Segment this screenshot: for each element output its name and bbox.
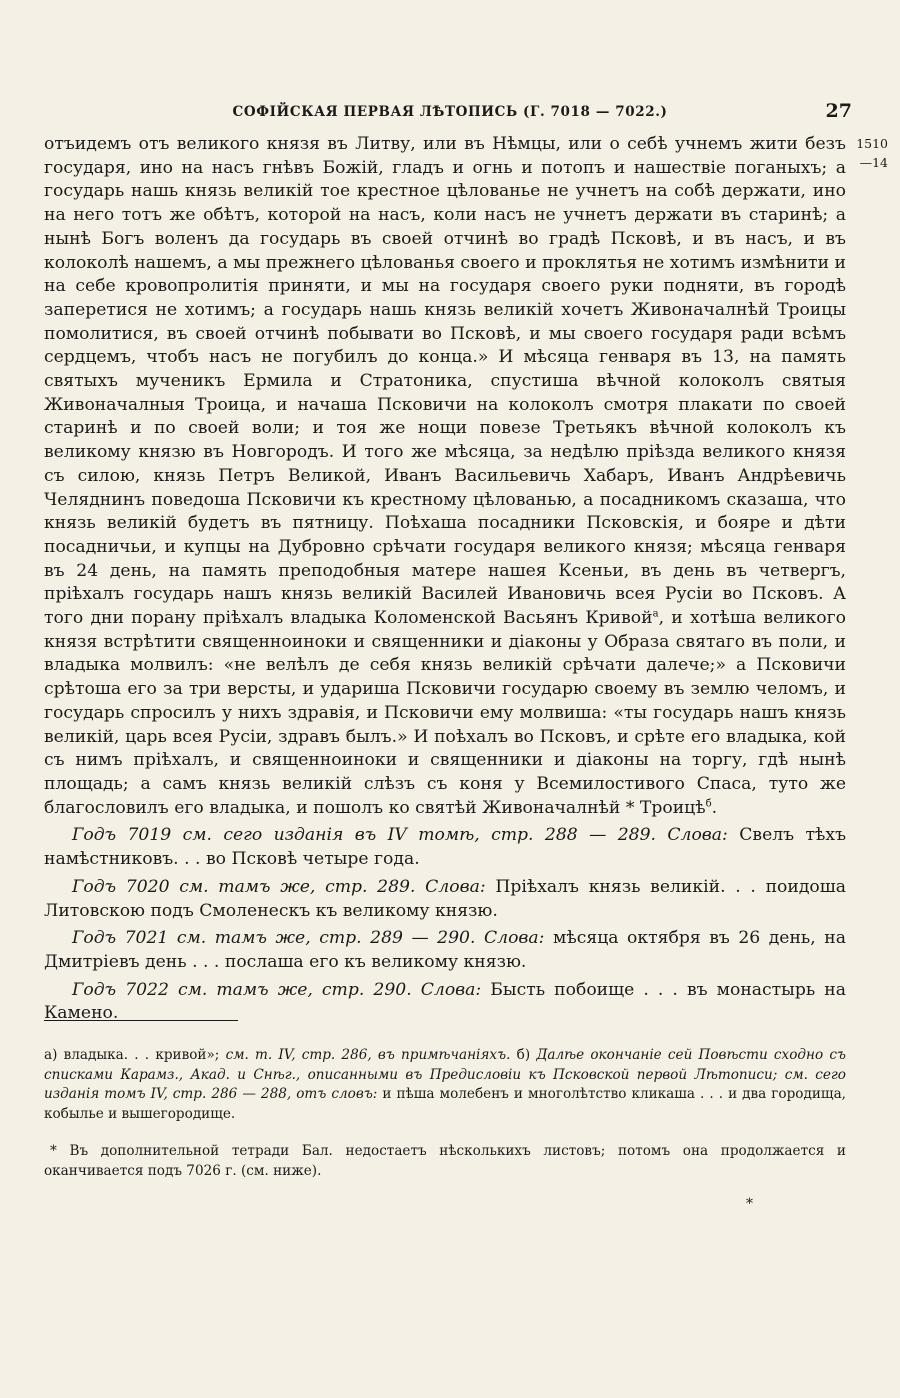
page-number: 27 [825, 100, 852, 122]
footnote-divider [44, 1020, 238, 1021]
main-text [44, 133, 846, 1026]
footnote-b-label: б) [516, 1047, 537, 1063]
year-entry-7022 [44, 979, 846, 1026]
year-entry-reference: Годъ 7021 см. тамъ же, стр. 289 — 290. Слова: [72, 928, 545, 949]
main-paragraph-text: отъидемъ отъ великого князя въ Литву, или въ Нѣмцы, или о себѣ учнемъ жити безъ государя, ино на насъ гнѣвъ Божій, гладъ и огнь и потопъ и нашествіе поганыхъ; а государь нашь князь великій тое крестное цѣлованье не учнетъ на собѣ держати, ино на него тотъ же обѣтъ, которой на насъ, коли насъ не учнетъ держати въ старинѣ; а нынѣ Богъ воленъ да государь въ своей отчинѣ во градѣ Псковѣ, и въ насъ, и въ колоколѣ нашемъ, а мы прежнего цѣлованья своего и проклятья не хотимъ измѣнити и на себе кровопролитія приняти, и мы на государя своего руки подняти, въ городѣ заперетися не хотимъ; а государь нашь князь великій хочетъ Живоначалнѣй Троицы помолитися, въ своей отчинѣ побывати во Псковѣ, и мы своего государя ради всѣмъ сердцемъ, чтобъ насъ не погубилъ до конца.» И мѣсяца генваря въ 13, на память святыхъ мученикъ Ермила и Стратоника, спустиша вѣчной колоколъ святыя Живоначалныя Троица, и начаша Псковичи на колоколъ смотря плакати по своей старинѣ и по своей воли; и тоя же нощи повезе Третьякъ вѣчной колоколъ къ великому князю въ Новгородъ. И того же мѣсяца, за недѣлю пріѣзда великого князя съ силою, князь Петръ Великой, Иванъ Васильевичь Хабаръ, Иванъ Андрѣевичь Челяднинъ поведоша Псковичи къ крестному цѣлованью, а посадникомъ сказаша, что князь великій будетъ въ пятницу. Поѣхаша посадники Псковскія, и бояре и дѣти посадничьи, и купцы на Дубровно срѣчати государя великого князя; мѣсяца генваря въ 24 день, на память преподобныя матере нашея Ксеньи, въ день въ четвергъ, пріѣхалъ государь нашъ князь великій Василей Ивановичь всея Русіи во Псковъ. А того дни порану пріѣхалъ владыка Коломенской Васьянъ Кривой [44, 134, 846, 629]
footnote-a-b [44, 1046, 846, 1124]
year-entry-reference: Годъ 7020 см. тамъ же, стр. 289. Слова: [72, 876, 486, 897]
year-entry-7021 [44, 927, 846, 974]
running-title: СОФІЙСКАЯ ПЕРВАЯ ЛѢТОПИСЬ (Г. 7018 — 7022.) [232, 104, 668, 120]
footnotes [44, 1046, 846, 1182]
footnote-a-reference: см. т. IV, стр. 286, въ примѣчаніяхъ. [219, 1047, 517, 1063]
main-paragraph [44, 133, 846, 820]
year-entry-text: Бысть побоище . . . въ монастырь на Камено. [44, 979, 846, 1024]
footnote-star: * Въ дополнительной тетради Бал. недостаетъ нѣсколькихъ листовъ; потомъ она продолжается и оканчивается подъ 7026 г. (см. ниже). [44, 1143, 846, 1179]
year-entry-7019 [44, 824, 846, 871]
footnote-marker-a: а [652, 608, 659, 620]
year-entry-text: Свелъ тѣхъ намѣстниковъ. . . во Псковѣ четыре года. [44, 825, 847, 870]
year-entry-7020 [44, 876, 846, 923]
year-entry-text: мѣсяца октября въ 26 день, на Дмитріевъ день . . . послаша его къ великому князю. [44, 928, 846, 972]
year-entry-text: Пріѣхалъ князь великій. . . поидоша Литовскою подъ Смоленескъ къ великому князю. [44, 876, 846, 921]
footnote-marker-b: б [705, 797, 712, 809]
end-asterisk: * [746, 1196, 753, 1212]
margin-year-note: 1510 [856, 136, 888, 151]
footnote-b-quote: и пѣша молебенъ и многолѣтство кликаша . . . и два городища, кобылье и вышегородище. [44, 1086, 846, 1122]
year-entry-reference: Годъ 7019 см. сего изданія въ IV томѣ, стр. 288 — 289. Слова: [72, 825, 728, 846]
main-paragraph-end: . [711, 797, 718, 818]
footnote-a-quote: а) владыка. . . кривой»; [44, 1047, 220, 1063]
margin-year-note-suffix: —14 [859, 155, 888, 170]
page-header [0, 100, 900, 124]
footnote-b-reference: Далѣе окончаніе сей Повѣсти сходно съ списками Карамз., Акад. и Снѣг., описанными въ Предисловіи къ Псковской первой Лѣтописи; см. сего изданія томъ IV, стр. 286 — 288, отъ словъ: [44, 1047, 846, 1103]
main-paragraph-continued: , и хотѣша великого князя встрѣтити священноиноки и священники и діаконы у Образа святаго въ поли, и владыка молвилъ: «не велѣлъ де себя князь великій срѣчати далече;» а Псковичи срѣтоша его за три версты, и удариша Псковичи государю своему въ землю челомъ, и государь спросилъ у нихъ здравія, и Псковичи ему молвиша: «ты государь нашъ князь великій, царь всея Русіи, здравъ былъ.» И поѣхалъ во Псковъ, и срѣте его владыка, кой съ нимъ пріѣхалъ, и священноиноки и священники и діаконы на торгу, гдѣ нынѣ площадь; а самъ князь великій слѣзъ съ коня у Всемилостивого Спаса, туто же благословилъ его владыка, и пошолъ ко святѣй Живоначалнѣй * Троицѣ [44, 608, 846, 818]
year-entry-reference: Годъ 7022 см. тамъ же, стр. 290. Слова: [72, 979, 482, 1000]
